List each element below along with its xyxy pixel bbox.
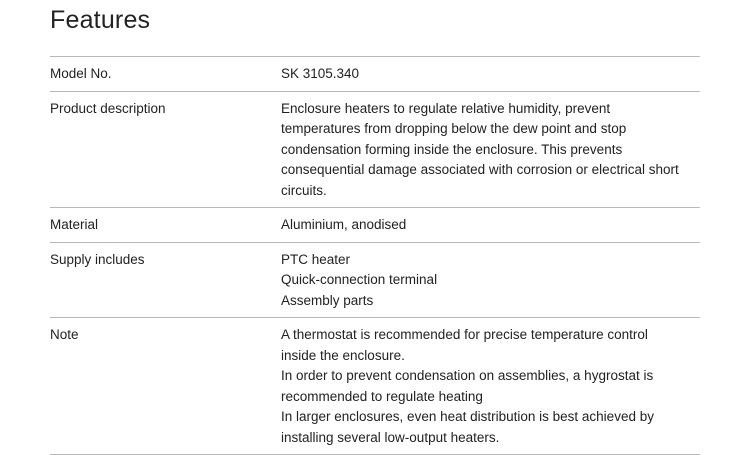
spec-value-line: circuits. [281,182,327,198]
spec-value-line: condensation forming inside the enclosure. This prevents [281,141,623,157]
spec-row-material [50,208,700,243]
spec-label: Supply includes [50,251,145,267]
spec-row-supply-includes [50,243,700,319]
spec-value [281,64,700,85]
spec-value-line: In larger enclosures, even heat distribution is best achieved by [281,409,654,424]
spec-value-line: Aluminium, anodised [281,217,407,232]
spec-value-line: PTC heater [281,251,351,267]
spec-value [281,99,700,202]
spec-row-note [50,318,700,455]
spec-table [50,56,700,455]
spec-value-line: temperatures from dropping below the dew point and stop [281,121,627,136]
spec-value-line: A thermostat is recommended for precise temperature control [281,327,648,342]
spec-label: Model No. [50,66,112,81]
spec-label: Product description [50,100,166,116]
spec-label: Note [50,327,79,342]
spec-value-line: recommended to regulate heating [281,388,483,404]
spec-value-line: Enclosure heaters to regulate relative humidity, prevent [281,100,611,116]
spec-value-line: SK 3105.340 [281,66,360,81]
spec-value [281,325,700,448]
spec-row-product-description [50,92,700,209]
spec-value-line: In order to prevent condensation on assemblies, a hygrostat is [281,368,654,383]
spec-row-model-no [50,57,700,92]
spec-value-line: consequential damage associated with corrosion or electrical short [281,162,679,177]
spec-value [281,215,700,236]
features-heading: Features [50,6,151,34]
spec-value-line: inside the enclosure. [281,347,405,363]
spec-value-line: Assembly parts [281,292,374,308]
spec-label: Material [50,217,99,232]
spec-value-line: Quick-connection terminal [281,272,438,287]
spec-value [281,250,700,312]
spec-value-line: installing several low-output heaters. [281,429,500,445]
